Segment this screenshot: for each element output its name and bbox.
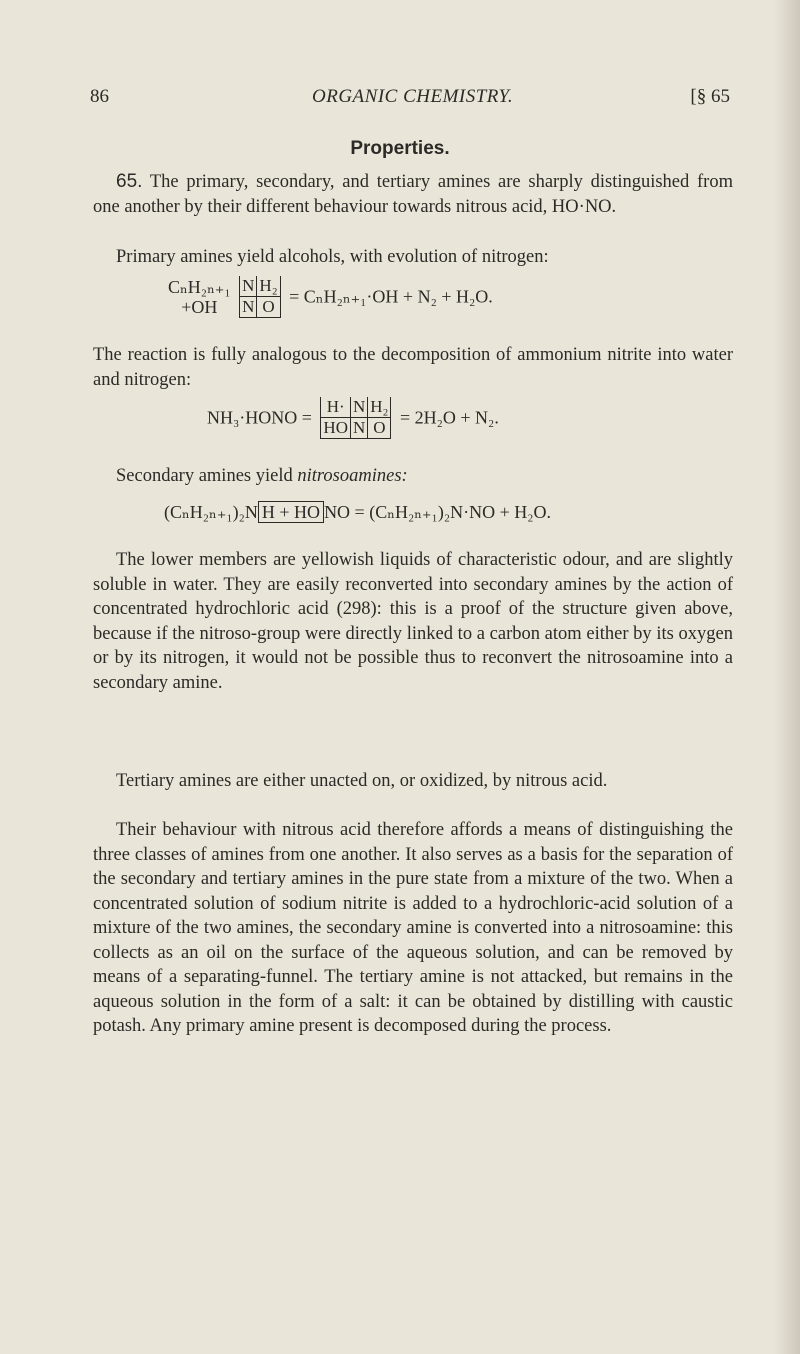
paragraph-separation: Their behaviour with nitrous acid therefore affords a means of distinguishing the three classes of amines from one another. It also serves as a basis for the separation of the secondary and tertiary amines in the pure state from a mixture of the two. When a concentrated solution of sodium nitrite is added to a hydrochloric-acid solution of a mixture of the two amines, the secondary amine is converted into a nitrosoamine: this collects as an oil on the surface of the aqueous solution, and can be removed by means of a separating-funnel. The tertiary amine is not attacked, but remains in the aqueous solution in the form of a salt: it can be obtained by distilling with caustic potash. Any primary amine present is decomposed during the process.: [93, 820, 733, 1036]
running-header: [90, 86, 730, 116]
eq2-grid-cell: HO: [321, 418, 351, 439]
paragraph-ammonium-nitrite: The reaction is fully analogous to the decomposition of ammonium nitrite into water and nitrogen:: [93, 345, 733, 390]
eq1-grid-cell: N: [240, 297, 257, 318]
eq1-left-bottom: +OH: [181, 297, 218, 317]
equation-ammonium-nitrite: [207, 397, 499, 439]
eq2-grid-cell: N: [350, 397, 367, 418]
page-number: 86: [90, 86, 109, 107]
eq3-left: (CₙH₂ₙ₊₁)₂N: [164, 502, 258, 522]
paragraph-primary-amines: Primary amines yield alcohols, with evolution of nitrogen:: [116, 247, 549, 267]
eq2-right: = 2H₂O + N₂.: [399, 407, 499, 428]
section-heading: Properties.: [350, 138, 450, 159]
paragraph-secondary-amines: [93, 464, 733, 489]
paragraph-nitrosoamine-properties: The lower members are yellowish liquids of characteristic odour, and are slightly soluble in water. They are easily reconverted into secondary amines by the action of concentrated hydrochloric acid (298): this is a proof of the structure given above, because if the nitroso-group were directly linked to a carbon atom either by its oxygen or by its nitrogen, it would not be possible thus to reconvert the nitrosoamine into a secondary amine.: [93, 550, 733, 693]
paragraph-65-text: The primary, secondary, and tertiary amines are sharply distinguished from one another by their different behaviour towards nitrous acid, HO·NO.: [93, 172, 733, 217]
equation-primary-amines: [168, 276, 493, 318]
paragraph-65: [93, 170, 733, 219]
eq2-bond-grid: [320, 397, 391, 439]
paragraph-tertiary-amines: Tertiary amines are either unacted on, or oxidized, by nitrous acid.: [116, 771, 608, 791]
eq1-grid-cell: H₂: [257, 276, 280, 297]
para4-prefix: Secondary amines yield: [116, 466, 298, 486]
paragraph-number: 65.: [116, 171, 143, 192]
eq2-grid-cell: N: [350, 418, 367, 439]
page-edge-shadow: [774, 0, 800, 1354]
eq1-left-stack: [168, 277, 231, 317]
eq1-grid-cell: N: [240, 276, 257, 297]
eq2-grid-cell: H₂: [368, 397, 391, 418]
eq1-right: = CₙH₂ₙ₊₁·OH + N₂ + H₂O.: [289, 286, 493, 307]
eq2-grid-cell: H·: [321, 397, 351, 418]
eq3-boxed-group: H + HO: [258, 501, 324, 523]
eq2-left: NH₃·HONO =: [207, 407, 312, 428]
section-reference: [§ 65: [690, 86, 730, 107]
eq3-middle: NO = (CₙH₂ₙ₊₁)₂N·NO + H₂O.: [324, 502, 552, 522]
eq1-left-top: CₙH₂ₙ₊₁: [168, 277, 231, 297]
equation-secondary-amines: [164, 501, 551, 523]
running-title: ORGANIC CHEMISTRY.: [312, 86, 514, 107]
eq1-grid-cell: O: [257, 297, 280, 318]
para4-italic: nitrosoamines:: [297, 466, 408, 486]
eq1-bond-grid: [239, 276, 281, 318]
eq2-grid-cell: O: [368, 418, 391, 439]
